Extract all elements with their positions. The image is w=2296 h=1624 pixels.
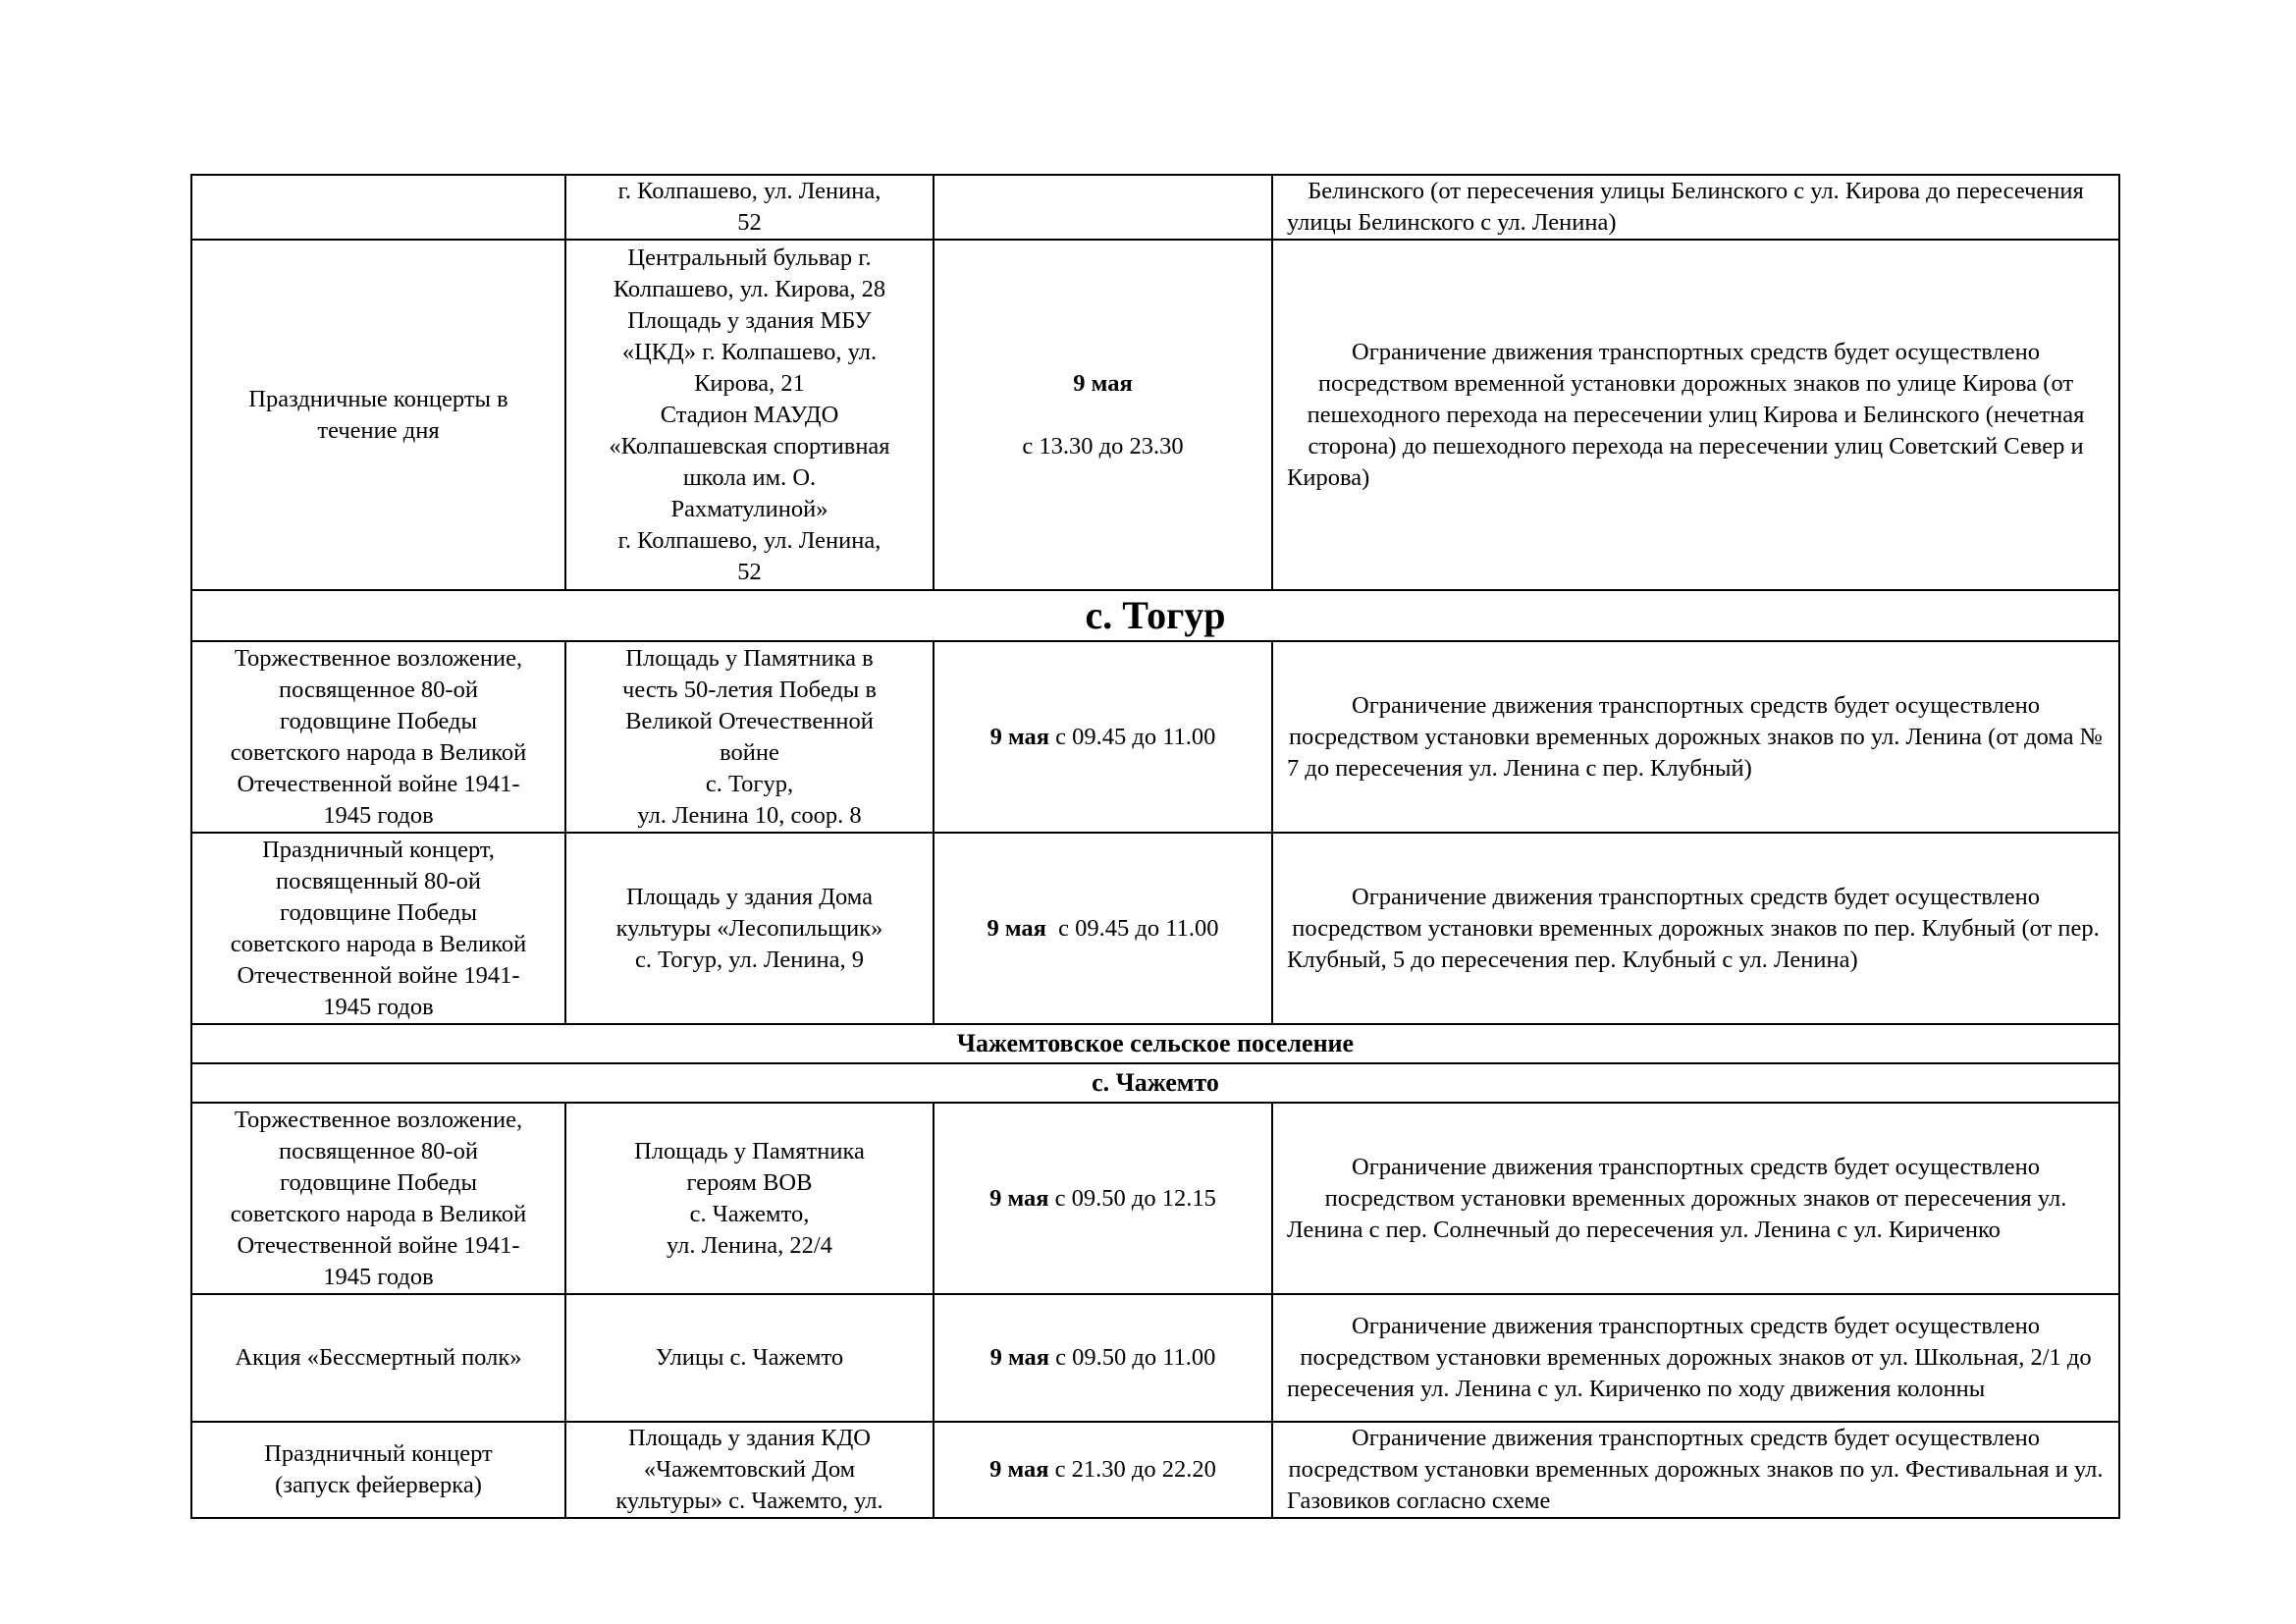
event-date-day: 9 мая <box>989 723 1049 750</box>
section-title-chazhemto-settlement: Чажемтовское сельское поселение <box>191 1024 2119 1063</box>
event-date-day: 9 мая <box>989 1456 1049 1483</box>
event-date-time: с 09.45 до 11.00 <box>1045 914 1219 942</box>
event-date-cell <box>934 240 1272 590</box>
event-restriction-cell: Ограничение движения транспортных средств будет осуществлено посредством установки временных дорожных знаков по ул. Ленина (от дома № 7 до пересечения ул. Ленина с пер. Клубный) <box>1272 641 2119 833</box>
event-place-cell: Площадь у Памятника героям ВОВ с. Чажемто, ул. Ленина, 22/4 <box>565 1103 934 1294</box>
event-name-cell: Торжественное возложение, посвященное 80-ой годовщине Победы советского народа в Великой Отечественной войне 1941- 1945 годов <box>191 1103 565 1294</box>
event-place-cell: Площадь у здания Дома культуры «Лесопильщик» с. Тогур, ул. Ленина, 9 <box>565 833 934 1024</box>
section-title-chazhemto: с. Чажемто <box>191 1063 2119 1103</box>
event-date-cell <box>934 175 1272 240</box>
table-row <box>191 1103 2119 1294</box>
table-row <box>191 1294 2119 1422</box>
event-date-time: с 13.30 до 23.30 <box>1022 432 1184 460</box>
event-name-cell <box>191 175 565 240</box>
table-row <box>191 175 2119 240</box>
event-name-cell: Праздничный концерт, посвященный 80-ой годовщине Победы советского народа в Великой Отечественной войне 1941- 1945 годов <box>191 833 565 1024</box>
event-date-time: с 09.50 до 11.00 <box>1048 1344 1216 1371</box>
table-row <box>191 1422 2119 1518</box>
event-name-cell: Акция «Бессмертный полк» <box>191 1294 565 1422</box>
event-name-cell: Праздничный концерт (запуск фейерверка) <box>191 1422 565 1518</box>
event-date-day: 9 мая <box>989 1344 1049 1371</box>
event-place-cell: Площадь у здания КДО «Чажемтовский Дом культуры» с. Чажемто, ул. <box>565 1422 934 1518</box>
event-date-day: 9 мая <box>989 1184 1049 1212</box>
event-name-cell: Торжественное возложение, посвященное 80-ой годовщине Победы советского народа в Великой Отечественной войне 1941- 1945 годов <box>191 641 565 833</box>
event-date-time: с 21.30 до 22.20 <box>1048 1456 1216 1483</box>
section-header-row <box>191 1063 2119 1103</box>
table-row <box>191 833 2119 1024</box>
event-place-cell: Центральный бульвар г. Колпашево, ул. Кирова, 28 Площадь у здания МБУ «ЦКД» г. Колпашево, ул. Кирова, 21 Стадион МАУДО «Колпашевская спортивная школа им. О. Рахматулиной» г. Колпашево, ул. Ленина, 52 <box>565 240 934 590</box>
event-restriction-cell: Ограничение движения транспортных средств будет осуществлено посредством установки временных дорожных знаков по пер. Клубный (от пер. Клубный, 5 до пересечения пер. Клубный с ул. Ленина) <box>1272 833 2119 1024</box>
event-date-cell <box>934 1294 1272 1422</box>
event-date-time: с 09.45 до 11.00 <box>1048 723 1216 750</box>
event-restriction-cell: Ограничение движения транспортных средств будет осуществлено посредством временной установки дорожных знаков по улице Кирова (от пешеходного перехода на пересечении улиц Кирова и Белинского (нечетная сторона) до пешеходного перехода на пересечении улиц Советский Север и Кирова) <box>1272 240 2119 590</box>
event-date-time: с 09.50 до 12.15 <box>1048 1184 1216 1212</box>
event-place-cell: г. Колпашево, ул. Ленина, 52 <box>565 175 934 240</box>
section-header-row <box>191 1024 2119 1063</box>
event-restriction-cell: Ограничение движения транспортных средств будет осуществлено посредством установки временных дорожных знаков от ул. Школьная, 2/1 до пересечения ул. Ленина с ул. Кириченко по ходу движения колонны <box>1272 1294 2119 1422</box>
section-header-row <box>191 590 2119 641</box>
event-restriction-cell: Белинского (от пересечения улицы Белинского с ул. Кирова до пересечения улицы Белинского с ул. Ленина) <box>1272 175 2119 240</box>
event-date-cell <box>934 1103 1272 1294</box>
event-date-cell <box>934 641 1272 833</box>
event-restriction-cell: Ограничение движения транспортных средств будет осуществлено посредством установки временных дорожных знаков от пересечения ул. Ленина с пер. Солнечный до пересечения ул. Ленина с ул. Кириченко <box>1272 1103 2119 1294</box>
event-place-cell: Улицы с. Чажемто <box>565 1294 934 1422</box>
event-place-cell: Площадь у Памятника в честь 50-летия Победы в Великой Отечественной войне с. Тогур, ул. Ленина 10, соор. 8 <box>565 641 934 833</box>
event-name-cell: Праздничные концерты в течение дня <box>191 240 565 590</box>
table-row <box>191 240 2119 590</box>
event-date-day: 9 мая <box>987 914 1046 942</box>
section-title-togur: с. Тогур <box>191 590 2119 641</box>
event-date-cell <box>934 833 1272 1024</box>
table-row <box>191 641 2119 833</box>
event-date-cell <box>934 1422 1272 1518</box>
event-restriction-cell: Ограничение движения транспортных средств будет осуществлено посредством установки временных дорожных знаков по ул. Фестивальная и ул. Газовиков согласно схеме <box>1272 1422 2119 1518</box>
event-date-day: 9 мая <box>1073 369 1133 397</box>
event-schedule-table <box>190 174 2120 1519</box>
